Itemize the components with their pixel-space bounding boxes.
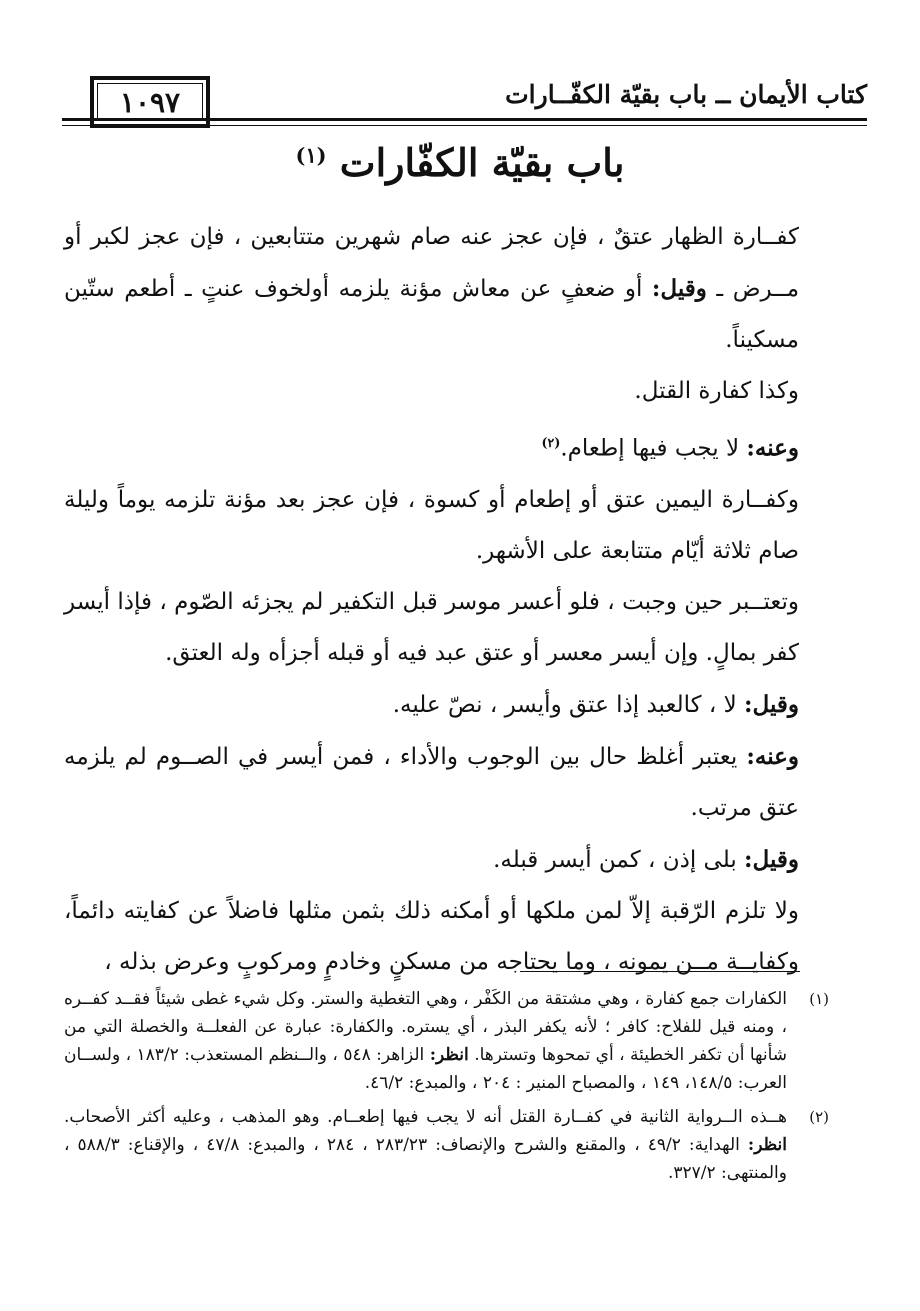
page-number: ١٠٩٧ — [119, 85, 181, 119]
footnote-separator — [520, 971, 800, 972]
qila-label-3: وقيل: — [744, 845, 799, 873]
paragraph-6-text: لا ، كالعبد إذا عتق وأيسر ، نصّ عليه. — [392, 691, 737, 718]
footnote-2 — [64, 1103, 829, 1187]
paragraph-8-text: بلى إذن ، كمن أيسر قبله. — [493, 846, 737, 873]
qila-label-1: وقيل: — [651, 275, 707, 302]
anhu-label-2: وعنه: — [746, 742, 800, 770]
header-rule-thin — [62, 125, 867, 126]
footnote-body: الكفارات جمع كفارة ، وهي مشتقة من الكَفْر ، وهي التغطية والستر. وكل شيء غطى شيئاً فقــد كفــره ، ومنه قيل للفلاح: كافر ؛ لأنه يكفر البذر ، أي يستره. والكفارة: عبارة عن الفعلــة والخصلة التي من شأنها أن تكفر الخطيئة ، أي تمحوها وتسترها. — [64, 989, 788, 1065]
footnote-refs: الهداية: ٤٩/٢ ، والمقنع والشرح والإنصاف: ٢٨٣/٢٣ ، ٢٨٤ ، والمبدع: ٤٧/٨ ، والإقناع: ٥٨٨/٣ ، والمنتهى: ٣٢٧/٢. — [64, 1135, 787, 1183]
paragraph-5: وتعتــبر حين وجبت ، فلو أعسر موسر قبل التكفير لم يجزئه الصّوم ، فإذا أيسر كفر بمالٍ. وإن أيسر معسر أو عتق عبد فيه أو قبله أجزأه وله العتق. — [64, 588, 799, 666]
running-title: كتاب الأيمان ــ باب بقيّة الكفّــارات — [505, 80, 867, 109]
paragraph-3 — [64, 417, 799, 475]
footnote-text — [64, 985, 787, 1097]
running-header — [62, 72, 867, 132]
paragraph-1-rest: أو ضعفٍ عن معاش مؤنة يلزمه أولخوف عنتٍ ـ أطعم ستّين مسكيناً. — [64, 276, 799, 353]
paragraph-6 — [64, 679, 799, 731]
see-label: انظر: — [429, 1045, 469, 1065]
paragraph-1-text: كفــارة الظهار عتقٌ ، فإن عجز عنه صام شهرين متتابعين ، فإن عجز لكبر أو مــرض ـ — [64, 224, 800, 302]
footnote-text — [64, 1103, 787, 1187]
chapter-heading — [0, 140, 920, 185]
footnote-ref-2: (٢) — [541, 435, 561, 450]
chapter-title: باب بقيّة الكفّارات — [339, 140, 625, 185]
header-rule-thick — [62, 118, 867, 121]
footnotes — [64, 985, 829, 1193]
qila-label-2: وقيل: — [744, 690, 799, 718]
paragraph-2: وكذا كفارة القتل. — [634, 378, 799, 404]
paragraph-3-text: لا يجب فيها إطعام. — [560, 435, 740, 462]
paragraph-4: وكفــارة اليمين عتق أو إطعام أو كسوة ، فإن عجز بعد مؤنة تلزمه يوماً وليلة صام ثلاثة أيّام متتابعة على الأشهر. — [64, 486, 799, 564]
footnote-number: (١) — [809, 990, 829, 1008]
footnote-refs: الزاهر: ٥٤٨ ، والــنظم المستعذب: ١٨٣/٢ ، ولســان العرب: ١٤٨/٥، ١٤٩ ، والمصباح المنير : ٢٠٤ ، والمبدع: ٤٦/٢. — [64, 1045, 787, 1093]
paragraph-8 — [64, 834, 799, 886]
footnote-1 — [64, 985, 829, 1097]
paragraph-7 — [64, 731, 799, 834]
paragraph-1 — [64, 212, 799, 366]
footnote-ref-1: (١) — [295, 142, 327, 168]
see-label: انظر: — [747, 1135, 787, 1155]
paragraph-9: ولا تلزم الرّقبة إلاّ لمن ملكها أو أمكنه ذلك بثمن مثلها فاضلاً عن كفايته دائماً، وكفايــة مــن يمونه ، وما يحتاجه من مسكنٍ وخادمٍ ومركوبٍ وعرض بذله ، — [64, 897, 799, 975]
body-text — [64, 212, 799, 988]
anhu-label-1: وعنه: — [746, 434, 799, 462]
footnote-body: هــذه الــرواية الثانية في كفــارة القتل أنه لا يجب فيها إطعــام. وهو المذهب ، وعليه أكثر الأصحاب. — [64, 1107, 787, 1127]
footnote-number: (٢) — [809, 1108, 829, 1126]
paragraph-7-text: يعتبر أغلظ حال بين الوجوب والأداء ، فمن أيسر في الصــوم لم يلزمه عتق مرتب. — [64, 743, 799, 821]
